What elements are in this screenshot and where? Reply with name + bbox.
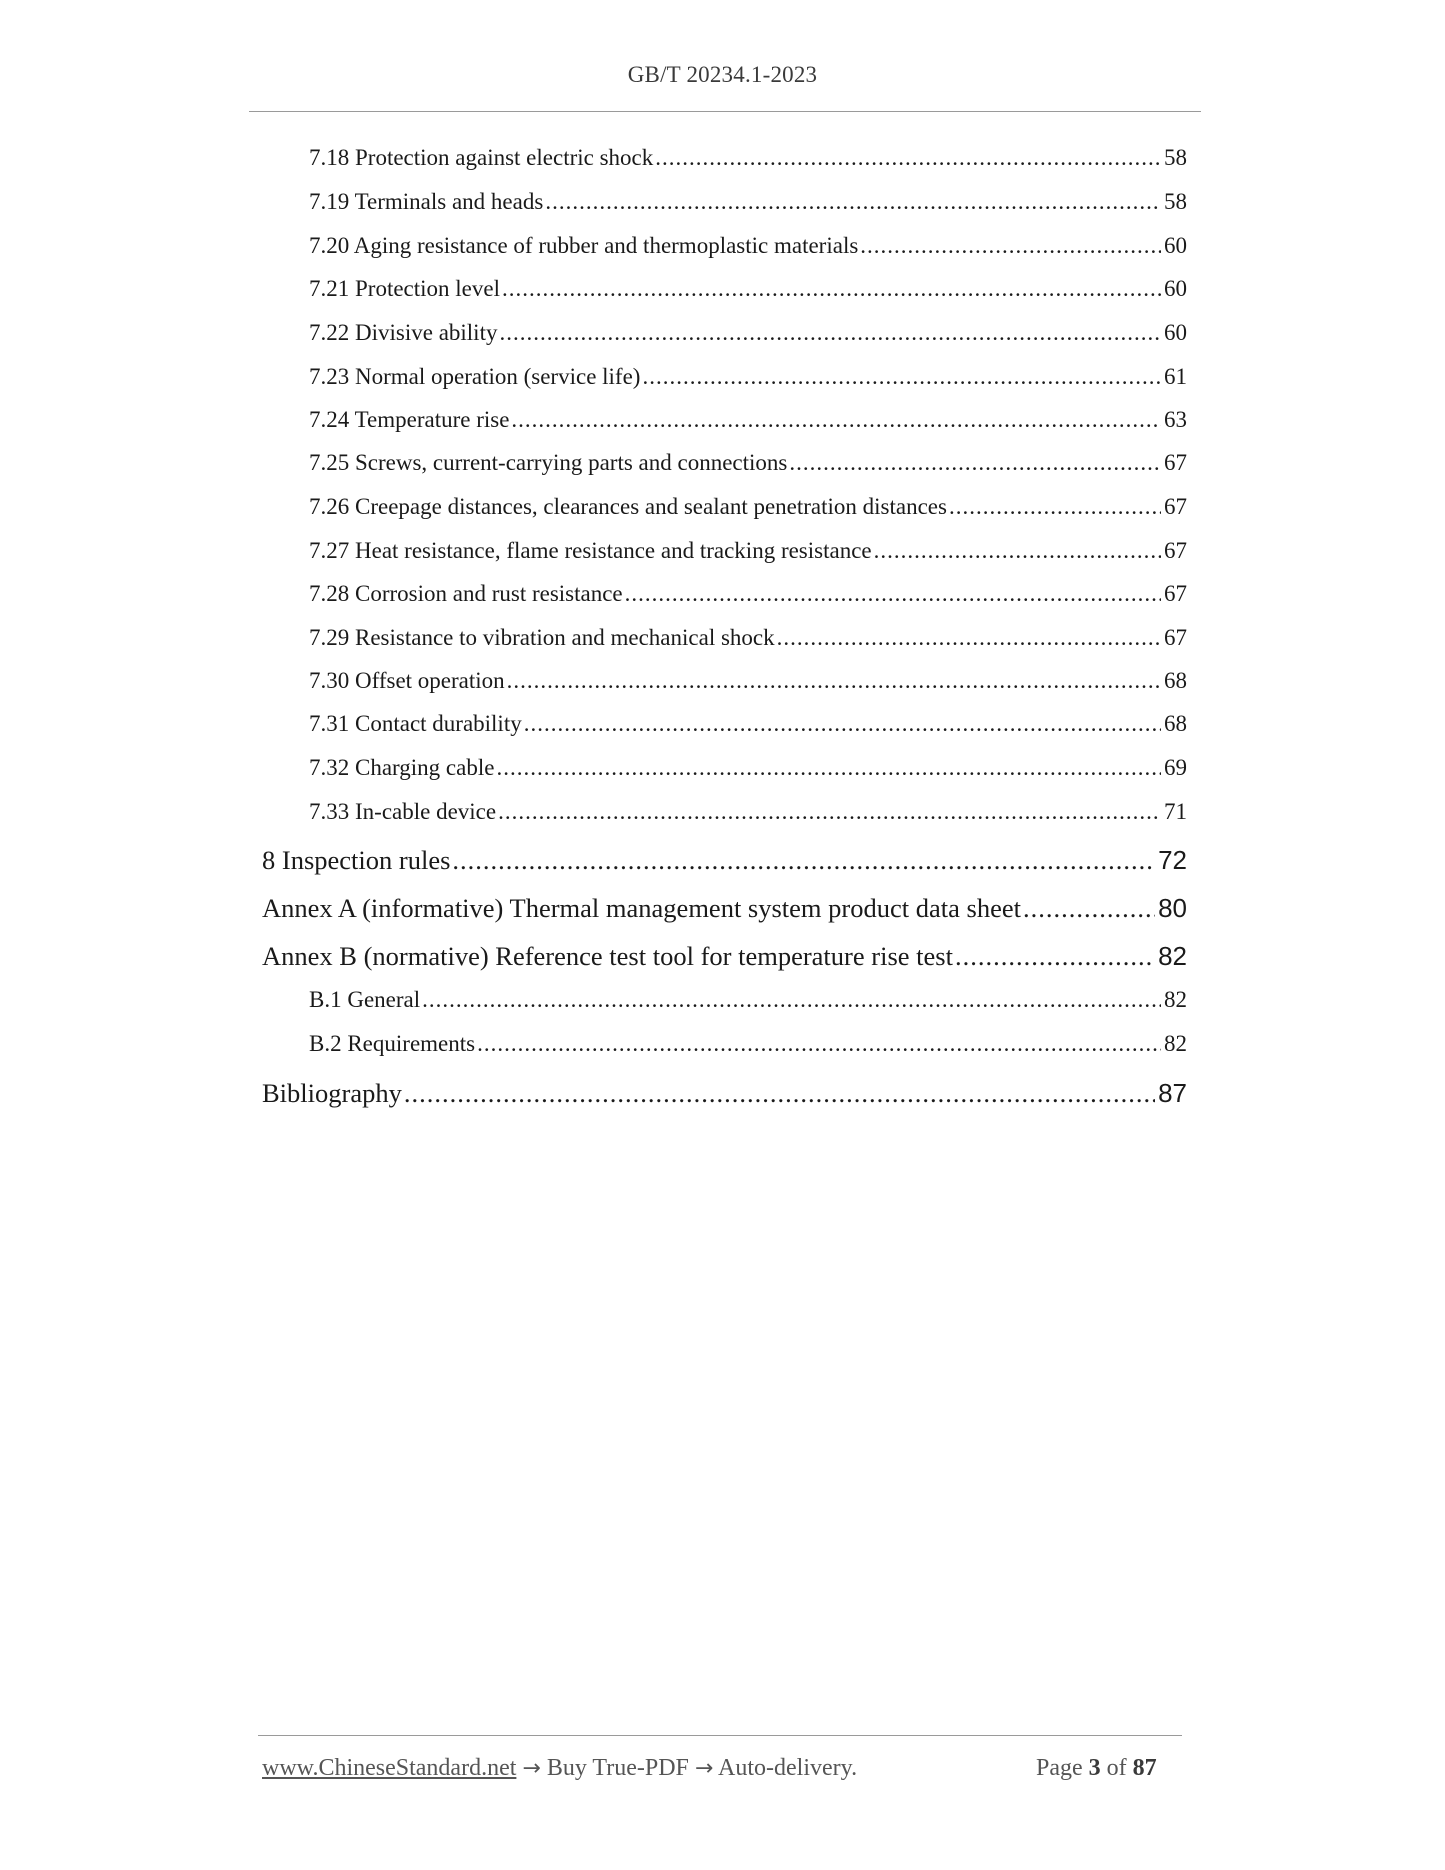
- toc-entry-title: 7.26 Creepage distances, clearances and sealant penetration distances: [309, 494, 947, 519]
- page-of-label: of: [1106, 1755, 1127, 1781]
- toc-entry[interactable]: [262, 941, 1187, 972]
- footer-delivery-text: Auto-delivery.: [718, 1755, 858, 1781]
- toc-entry-page: 60: [1164, 276, 1187, 301]
- toc-entry-title: Annex A (informative) Thermal management system product data sheet: [262, 893, 1021, 923]
- toc-entry-title: 7.29 Resistance to vibration and mechanical shock: [309, 625, 775, 650]
- toc-entry[interactable]: [309, 494, 1187, 520]
- toc-entry-title: 7.28 Corrosion and rust resistance: [309, 581, 623, 606]
- arrow-right-icon: →: [694, 1756, 714, 1781]
- toc-entry-title: 7.24 Temperature rise: [309, 407, 510, 432]
- toc-dot-leader: [949, 494, 1161, 520]
- toc-entry[interactable]: [262, 893, 1187, 924]
- toc-dot-leader: [874, 538, 1161, 564]
- toc-dot-leader: [422, 987, 1161, 1013]
- toc-entry-page: 69: [1164, 755, 1187, 780]
- toc-entry-page: 60: [1164, 320, 1187, 345]
- footer-site-link[interactable]: www.ChineseStandard.net: [262, 1755, 517, 1781]
- toc-entry-page: 67: [1164, 494, 1187, 519]
- toc-dot-leader: [545, 189, 1161, 215]
- toc-entry[interactable]: [309, 276, 1187, 302]
- toc-entry-title: B.1 General: [309, 987, 421, 1012]
- toc-entry-title: 7.20 Aging resistance of rubber and thermoplastic materials: [309, 233, 859, 258]
- footer-divider: [258, 1735, 1182, 1736]
- toc-dot-leader: [502, 276, 1161, 302]
- toc-entry-title: 7.23 Normal operation (service life): [309, 364, 641, 389]
- toc-dot-leader: [496, 755, 1161, 781]
- toc-entry-page: 60: [1164, 233, 1187, 258]
- toc-entry[interactable]: [309, 625, 1187, 651]
- toc-entry-page: 68: [1164, 711, 1187, 736]
- footer-buy-text: Buy True-PDF: [546, 1755, 689, 1781]
- toc-entry-page: 82: [1164, 987, 1187, 1012]
- toc-entry-page: 61: [1164, 364, 1187, 389]
- toc-entry-title: 7.31 Contact durability: [309, 711, 522, 736]
- toc-entry-page: 58: [1164, 145, 1187, 170]
- toc-dot-leader: [777, 625, 1161, 651]
- toc-entry[interactable]: [309, 538, 1187, 564]
- toc-entry[interactable]: [309, 450, 1187, 476]
- toc-entry-page: 67: [1164, 581, 1187, 606]
- toc-dot-leader: [655, 145, 1161, 171]
- toc-entry-page: 67: [1164, 538, 1187, 563]
- toc-entry-page: 67: [1164, 450, 1187, 475]
- toc-dot-leader: [499, 320, 1161, 346]
- toc-dot-leader: [625, 581, 1161, 607]
- footer-promo: [262, 1755, 857, 1782]
- toc-entry-page: 80: [1158, 893, 1187, 923]
- arrow-right-icon: →: [522, 1756, 541, 1781]
- toc-entry[interactable]: [309, 364, 1187, 390]
- toc-entry-page: 67: [1164, 625, 1187, 650]
- toc-dot-leader: [498, 799, 1161, 825]
- toc-entry-title: 8 Inspection rules: [262, 845, 451, 875]
- toc-entry-title: 7.25 Screws, current-carrying parts and connections: [309, 450, 788, 475]
- toc-dot-leader: [452, 845, 1155, 876]
- toc-entry[interactable]: [309, 145, 1187, 171]
- toc-entry[interactable]: [309, 581, 1187, 607]
- toc-entry-page: 68: [1164, 668, 1187, 693]
- toc-entry-title: 7.18 Protection against electric shock: [309, 145, 654, 170]
- toc-entry[interactable]: [309, 1031, 1187, 1057]
- toc-dot-leader: [477, 1031, 1161, 1057]
- page-label: Page: [1036, 1755, 1083, 1781]
- document-code: GB/T 20234.1-2023: [627, 62, 818, 87]
- toc-entry-title: 7.22 Divisive ability: [309, 320, 498, 345]
- toc-entry-page: 72: [1158, 845, 1187, 875]
- page-current: 3: [1088, 1755, 1101, 1781]
- toc-dot-leader: [507, 668, 1161, 694]
- toc-entry-title: Bibliography: [262, 1078, 402, 1108]
- toc-dot-leader: [511, 407, 1161, 433]
- toc-dot-leader: [1023, 893, 1155, 924]
- toc-dot-leader: [955, 941, 1155, 972]
- toc-entry-title: 7.21 Protection level: [309, 276, 500, 301]
- toc-entry-page: 58: [1164, 189, 1187, 214]
- toc-entry-title: 7.27 Heat resistance, flame resistance and tracking resistance: [309, 538, 872, 563]
- toc-entry-title: B.2 Requirements: [309, 1031, 476, 1056]
- toc-entry[interactable]: [262, 1078, 1187, 1109]
- toc-entry[interactable]: [262, 845, 1187, 876]
- toc-entry-title: 7.32 Charging cable: [309, 755, 495, 780]
- toc-entry-page: 71: [1164, 799, 1187, 824]
- toc-entry[interactable]: [309, 799, 1187, 825]
- toc-entry-title: 7.30 Offset operation: [309, 668, 505, 693]
- toc-entry-page: 82: [1158, 941, 1187, 971]
- toc-entry[interactable]: [309, 711, 1187, 737]
- toc-entry-title: Annex B (normative) Reference test tool for temperature rise test: [262, 941, 953, 971]
- toc-entry[interactable]: [309, 755, 1187, 781]
- page-indicator: [1036, 1755, 1157, 1782]
- toc-entry[interactable]: [309, 320, 1187, 346]
- toc-entry[interactable]: [309, 407, 1187, 433]
- toc-dot-leader: [860, 233, 1161, 259]
- toc-entry-page: 87: [1158, 1078, 1187, 1108]
- toc-entry-title: 7.33 In-cable device: [309, 799, 497, 824]
- toc-entry-title: 7.19 Terminals and heads: [309, 189, 544, 214]
- toc-dot-leader: [404, 1078, 1155, 1109]
- toc-dot-leader: [642, 364, 1161, 390]
- toc-entry-page: 63: [1164, 407, 1187, 432]
- toc-entry-page: 82: [1164, 1031, 1187, 1056]
- toc-entry[interactable]: [309, 987, 1187, 1013]
- toc-dot-leader: [524, 711, 1161, 737]
- page-total: 87: [1132, 1755, 1157, 1781]
- toc-entry[interactable]: [309, 189, 1187, 215]
- toc-entry[interactable]: [309, 233, 1187, 259]
- toc-entry[interactable]: [309, 668, 1187, 694]
- toc-dot-leader: [789, 450, 1161, 476]
